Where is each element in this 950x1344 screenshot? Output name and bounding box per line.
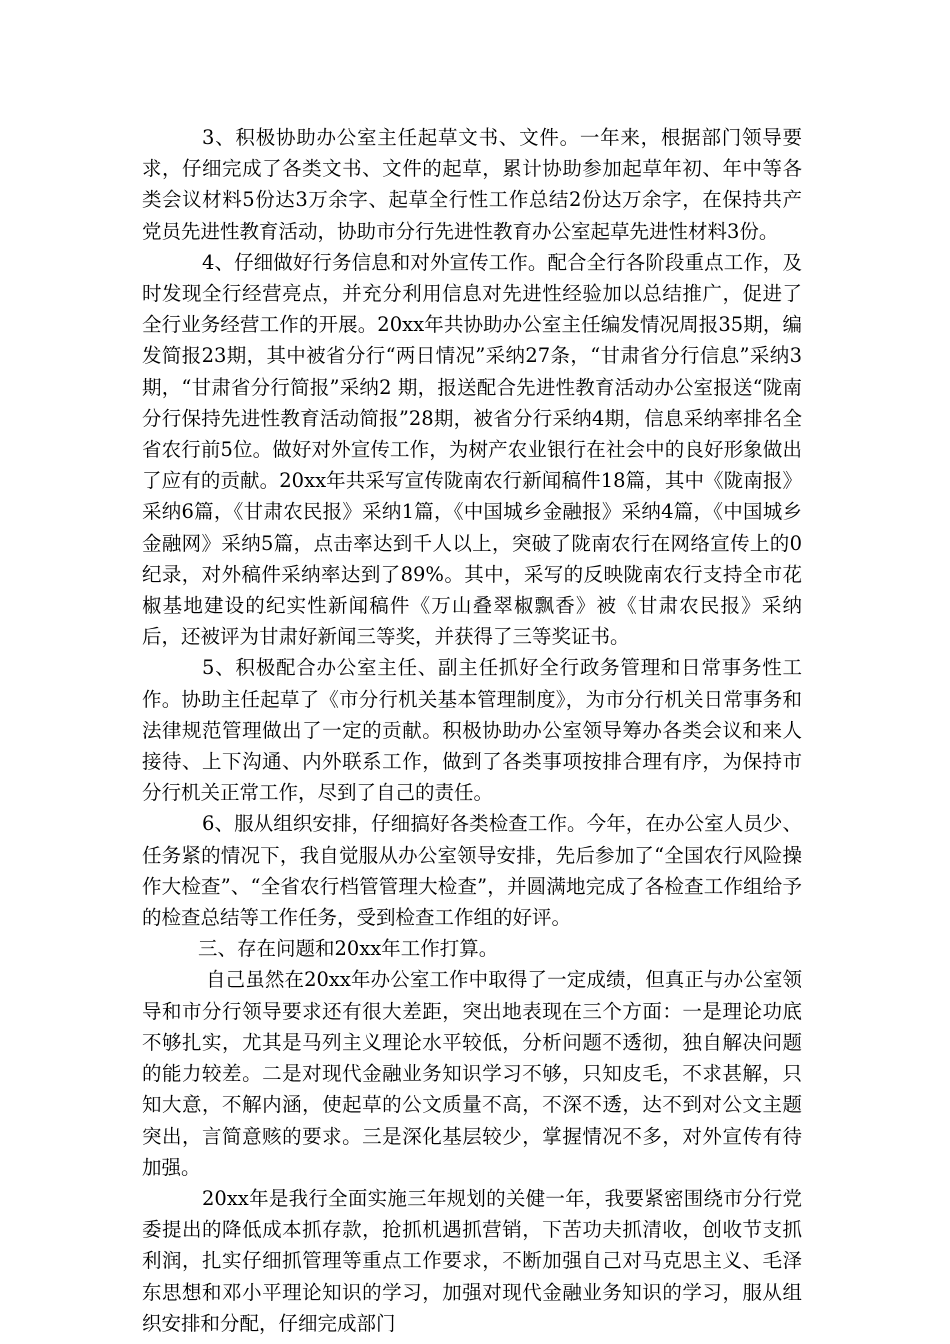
document-body [142, 122, 802, 1339]
paragraph-plan: 20xx年是我行全面实施三年规划的关健一年，我要紧密围绕市分行党委提出的降低成本抓存款，抢抓机遇抓营销，下苦功夫抓清收，创收节支抓利润，扎实仔细抓管理等重点工作要求，不断加强自己对马克思主义、毛泽东思想和邓小平理论知识的学习，加强对现代金融业务知识的学习，服从组织安排和分配，仔细完成部门 [142, 1186, 802, 1335]
paragraph-problems: 自己虽然在20xx年办公室工作中取得了一定成绩，但真正与办公室领导和市分行领导要求还有很大差距，突出地表现在三个方面：一是理论功底不够扎实，尤其是马列主义理论水平较低，分析问题不透彻，独自解决问题的能力较差。二是对现代金融业务知识学习不够，只知皮毛，不求甚解，只知大意，不解内涵，使起草的公文质量不高，不深不透，达不到对公文主题突出，言简意赅的要求。三是深化基层较少，掌握情况不多，对外宣传有待加强。 [142, 968, 802, 1179]
paragraph-item-3: 3、积极协助办公室主任起草文书、文件。一年来，根据部门领导要求，仔细完成了各类文书、文件的起草，累计协助参加起草年初、年中等各类会议材料5份达3万余字、起草全行性工作总结2份达万余字，在保持共产党员先进性教育活动，协助市分行先进性教育办公室起草先进性材料3份。 [142, 126, 802, 243]
paragraph-item-5: 5、积极配合办公室主任、副主任抓好全行政务管理和日常事务性工作。协助主任起草了《市分行机关基本管理制度》，为市分行机关日常事务和法律规范管理做出了一定的贡献。积极协助办公室领导筹办各类会议和来人接待、上下沟通、内外联系工作，做到了各类事项按排合理有序，为保持市分行机关正常工作，尽到了自己的责任。 [142, 656, 802, 805]
paragraph-item-6: 6、服从组织安排，仔细搞好各类检查工作。今年，在办公室人员少、任务紧的情况下，我自觉服从办公室领导安排，先后参加了“全国农行风险操作大检查”、“全省农行档管管理大检查”，并圆满地完成了各检查工作组给予的检查总结等工作任务，受到检查工作组的好评。 [142, 812, 802, 930]
paragraph-item-4: 4、仔细做好行务信息和对外宣传工作。配合全行各阶段重点工作，及时发现全行经营亮点，并充分利用信息对先进性经验加以总结推广，促进了全行业务经营工作的开展。20xx年共协助办公室主任编发情况周报35期，编发简报23期，其中被省分行“两日情况”采纳27条，“甘肃省分行信息”采纳3期，“甘肃省分行简报”采纳2 期，报送配合先进性教育活动办公室报送“陇南分行保持先进性教育活动简报”28期，被省分行采纳4期，信息采纳率排名全省农行前5位。做好对外宣传工作，为树产农业银行在社会中的良好形象做出了应有的贡献。20xx年共采写宣传陇南农行新闻稿件18篇，其中《陇南报》采纳6篇，《甘肃农民报》采纳1篇，《中国城乡金融报》采纳4篇，《中国城乡金融网》采纳5篇，点击率达到千人以上，突破了陇南农行在网络宣传上的0纪录，对外稿件采纳率达到了89%。其中，采写的反映陇南农行支持全市花椒基地建设的纪实性新闻稿件《万山叠翠椒飘香》被《甘肃农民报》采纳后，还被评为甘肃好新闻三等奖，并获得了三等奖证书。 [142, 250, 802, 649]
section-heading-problems: 三、存在问题和20xx年工作打算。 [198, 937, 499, 961]
